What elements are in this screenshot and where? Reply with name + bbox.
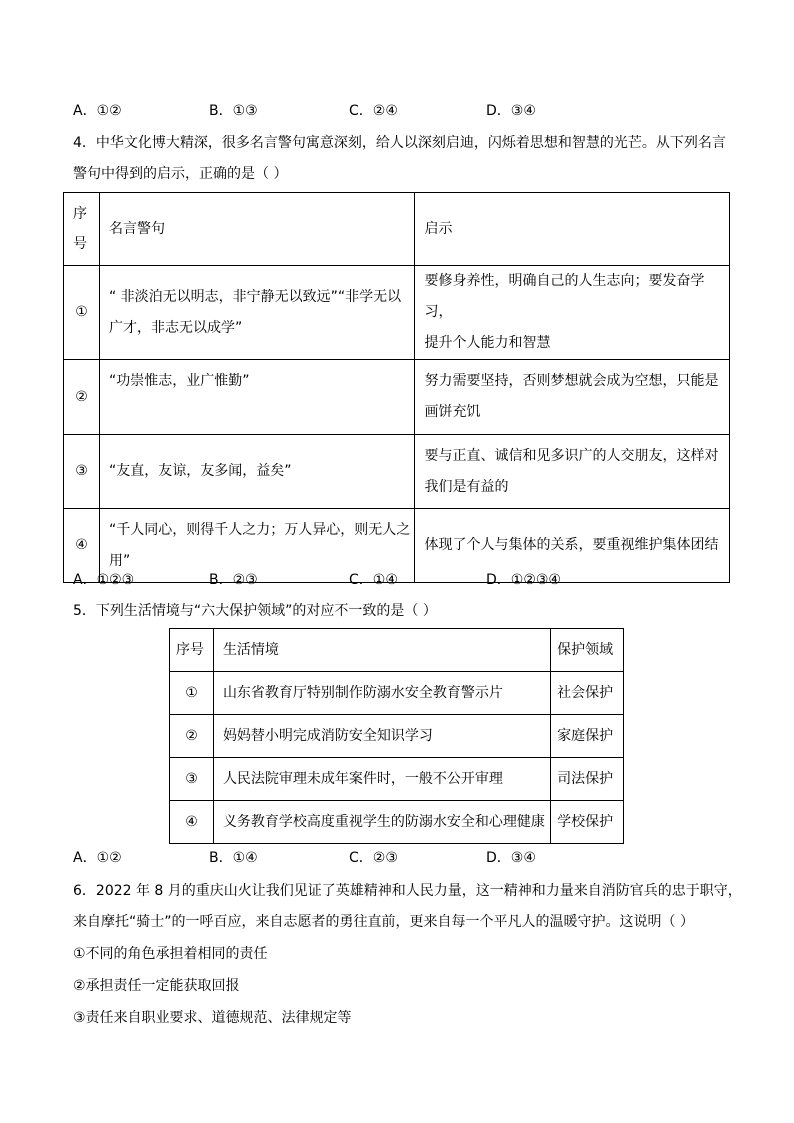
option-d: D．③④ [486, 103, 536, 119]
row-seq: ④ [170, 801, 214, 844]
option-d: D．③④ [486, 850, 536, 866]
quote-line: 广才，非志无以成学” [108, 319, 243, 336]
row-insight [415, 435, 730, 509]
option-a: A．①② [73, 103, 122, 119]
row-domain: 家庭保护 [551, 715, 624, 758]
q6-stem-line1: 6．2022 年 8 月的重庆山火让我们见证了英雄精神和人民力量，这一精神和力量来自消防官兵的忠于职守， [73, 883, 742, 899]
q4-options [73, 570, 753, 590]
row-quote [99, 360, 415, 435]
row-quote: “友直，友谅，友多闻，益矣” [99, 435, 415, 509]
q3-options [73, 101, 753, 121]
table-row [170, 672, 624, 715]
insight-line: 我们是有益的 [424, 478, 509, 495]
table-row [64, 266, 730, 360]
table-row [170, 715, 624, 758]
header-insight: 启示 [415, 193, 730, 266]
option-c: C．②④ [349, 103, 398, 119]
q4-stem-line2: 警句中得到的启示，正确的是（ ） [73, 166, 288, 182]
table-row [64, 360, 730, 435]
table-header-row [64, 193, 730, 266]
row-domain: 司法保护 [551, 758, 624, 801]
row-scene: 妈妈替小明完成消防安全知识学习 [213, 715, 550, 758]
row-seq: ① [64, 266, 100, 360]
header-scene: 生活情境 [213, 629, 550, 672]
row-seq: ② [64, 360, 100, 435]
row-seq: ③ [64, 435, 100, 509]
insight-line: 要与正直、诚信和见多识广的人交朋友，这样对 [424, 447, 719, 464]
option-b: B．①③ [209, 103, 258, 119]
q4-stem-line1: 4．中华文化博大精深，很多名言警句寓意深刻，给人以深刻启迪，闪烁着思想和智慧的光芒。从下列名言 [73, 135, 726, 151]
row-insight: 体现了个人与集体的关系，要重视维护集体团结 [415, 509, 730, 583]
row-domain: 学校保护 [551, 801, 624, 844]
option-d: D．①②③④ [486, 572, 561, 588]
row-insight [415, 266, 730, 360]
insight-line: 努力需要坚持，否则梦想就会成为空想，只能是 [424, 373, 719, 389]
row-seq: ② [170, 715, 214, 758]
row-seq: ① [170, 672, 214, 715]
header-seq-char2: 号 [73, 236, 87, 252]
quote-line: 用” [108, 552, 131, 569]
q5-options [73, 848, 753, 868]
row-seq: ④ [64, 509, 100, 583]
protection-table [169, 628, 624, 844]
table-header-row [170, 629, 624, 672]
q6-statement-3: ③责任来自职业要求、道德规范、法律规定等 [73, 1010, 352, 1026]
option-c: C．①④ [349, 572, 398, 588]
header-seq-char1: 序 [73, 206, 87, 222]
option-b: B．②③ [209, 572, 258, 588]
header-domain: 保护领域 [551, 629, 624, 672]
header-seq: 序号 [170, 629, 214, 672]
table-row [170, 801, 624, 844]
row-insight [415, 360, 730, 435]
option-b: B．①④ [209, 850, 258, 866]
q5-stem: 5．下列生活情境与“六大保护领域”的对应不一致的是（ ） [73, 603, 437, 619]
header-seq [64, 193, 100, 266]
option-c: C．②③ [349, 850, 398, 866]
insight-line: 提升个人能力和智慧 [424, 335, 551, 351]
row-scene: 山东省教育厅特别制作防溺水安全教育警示片 [213, 672, 550, 715]
table-row [170, 758, 624, 801]
row-seq: ③ [170, 758, 214, 801]
row-domain: 社会保护 [551, 672, 624, 715]
row-scene: 义务教育学校高度重视学生的防溺水安全和心理健康 [213, 801, 550, 844]
quote-line: “千人同心，则得千人之力；万人异心，则无人之 [108, 521, 411, 538]
insight-line: 画饼充饥 [424, 404, 481, 420]
q6-stem-line2: 来自摩托“骑士”的一呼百应，来自志愿者的勇往直前，更来自每一个平凡人的温暖守护。这说明（ ） [73, 914, 694, 930]
table-row [64, 435, 730, 509]
insight-line: 要修身养性，明确自己的人生志向；要发奋学习， [424, 273, 705, 320]
quotes-table [63, 192, 730, 583]
row-quote [99, 266, 415, 360]
row-scene: 人民法院审理未成年案件时，一般不公开审理 [213, 758, 550, 801]
q6-statement-2: ②承担责任一定能获取回报 [73, 978, 240, 994]
option-a: A．①② [73, 850, 122, 866]
quote-line: “ 非淡泊无以明志，非宁静无以致远”“非学无以 [108, 288, 402, 305]
option-a: A．①②③ [73, 572, 135, 588]
q6-statement-1: ①不同的角色承担着相同的责任 [73, 946, 268, 962]
header-quote: 名言警句 [99, 193, 415, 266]
quote-line: “功崇惟志，业广惟勤” [108, 373, 250, 389]
